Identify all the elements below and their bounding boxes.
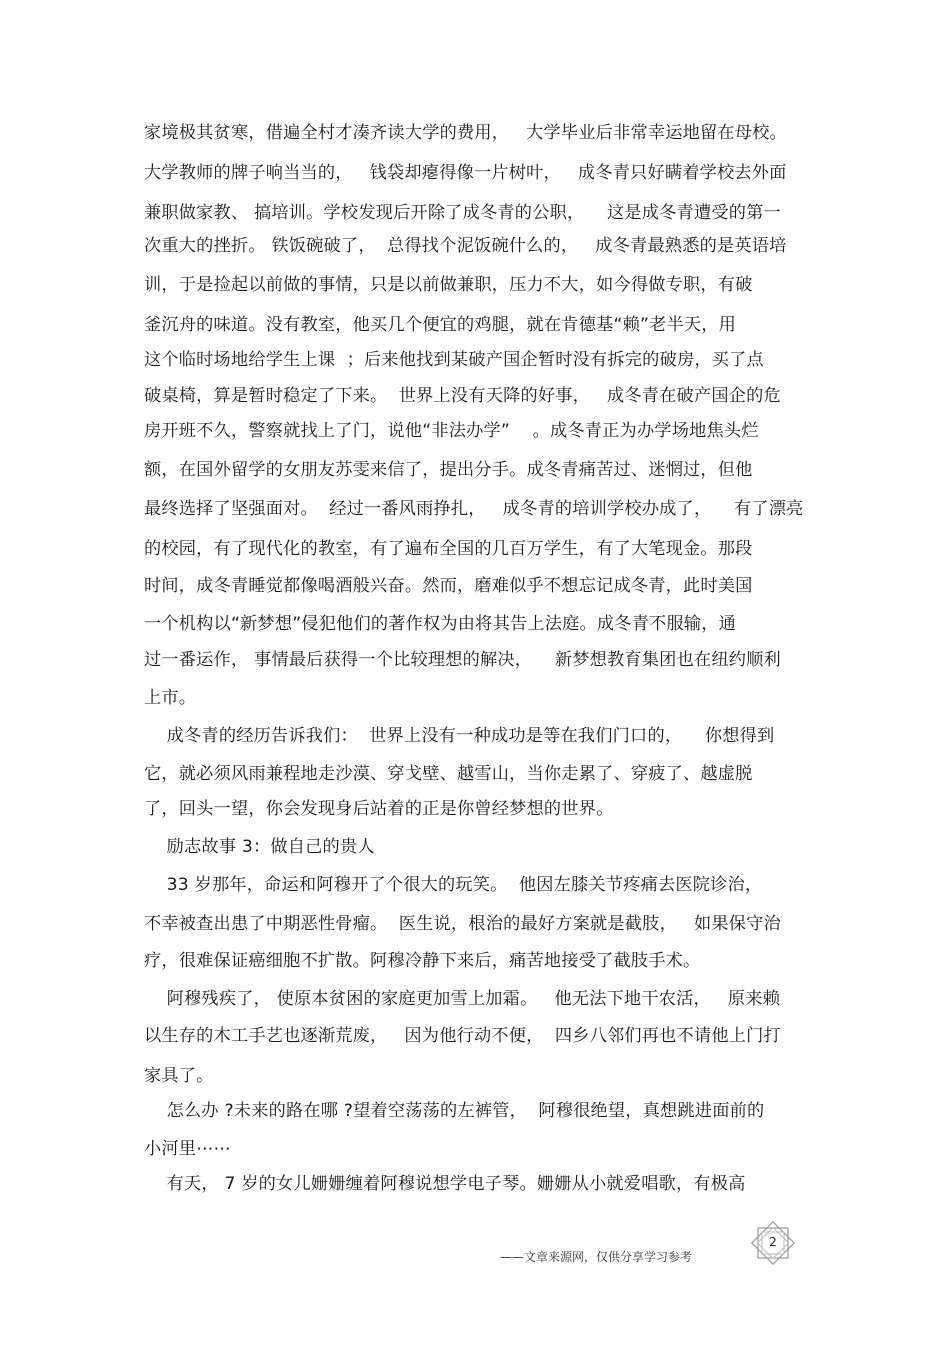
text-line: 以生存的木工手艺也逐渐荒废， 因为他行动不便， 四乡八邻们再也不请他上门打	[144, 1026, 781, 1046]
text-line: 一个机构以“新梦想”侵犯他们的著作权为由将其告上法庭。成冬青不服输，通	[144, 614, 736, 634]
text-line: 家境极其贫寒，借遍全村才凑齐读大学的费用， 大学毕业后非常幸运地留在母校。	[144, 123, 787, 143]
text-line: 这个临时场地给学生上课 ；后来他找到某破产国企暂时没有拆完的破房，买了点	[144, 350, 764, 370]
text-line: 过一番运作， 事情最后获得一个比较理想的解决， 新梦想教育集团也在纽约顺利	[144, 650, 781, 670]
footer-source-note: ——文章来源网，仅供分享学习参考	[500, 1250, 693, 1264]
text-line: 家具了。	[144, 1066, 214, 1086]
text-line: 大学教师的牌子响当当的， 钱袋却瘪得像一片树叶， 成冬青只好瞒着学校去外面	[144, 163, 787, 183]
text-line: 兼职做家教、 搞培训。学校发现后开除了成冬青的公职， 这是成冬青遭受的第一	[144, 203, 781, 223]
text-line: 破桌椅，算是暂时稳定了下来。 世界上没有天降的好事， 成冬青在破产国企的危	[144, 386, 781, 406]
text-line: 釜沉舟的味道。没有教室，他买几个便宜的鸡腿，就在肯德基“赖”老半天，用	[144, 315, 736, 335]
page-number: 2	[769, 1235, 777, 1249]
text-line: 上市。	[144, 688, 197, 708]
text-line: 励志故事 3：做自己的贵人	[144, 837, 375, 857]
text-line: 时间，成冬青睡觉都像喝酒般兴奋。然而，磨难似乎不想忘记成冬青，此时美国	[144, 576, 753, 596]
text-line: 额，在国外留学的女朋友苏雯来信了，提出分手。成冬青痛苦过、迷惘过，但他	[144, 460, 753, 480]
text-line: 了，回头一望，你会发现身后站着的正是你曾经梦想的世界。	[144, 799, 614, 819]
text-line: 33 岁那年，命运和阿穆开了个很大的玩笑。 他因左膝关节疼痛去医院诊治，	[144, 875, 763, 895]
text-line: 的校园，有了现代化的教室，有了遍布全国的几百万学生，有了大笔现金。那段	[144, 539, 753, 559]
text-line: 训，于是捡起以前做的事情，只是以前做兼职，压力不大，如今得做专职，有破	[144, 275, 753, 295]
text-line: 它，就必须风雨兼程地走沙漠、穿戈壁、越雪山，当你走累了、穿疲了、越虚脱	[144, 764, 753, 784]
text-line: 小河里⋯⋯	[144, 1139, 231, 1159]
text-line: 怎么办 ?未来的路在哪 ?望着空荡荡的左裤管， 阿穆很绝望，真想跳进面前的	[144, 1101, 765, 1121]
text-line: 房开班不久，警察就找上了门，说他“非法办学” 。成冬青正为办学场地焦头烂	[144, 421, 759, 441]
text-line: 最终选择了坚强面对。 经过一番风雨挣扎， 成冬青的培训学校办成了， 有了漂亮	[144, 499, 804, 519]
text-line: 次重大的挫折。 铁饭碗破了， 总得找个泥饭碗什么的， 成冬青最熟悉的是英语培	[144, 236, 787, 256]
text-line: 不幸被查出患了中期恶性骨瘤。 医生说，根治的最好方案就是截肢， 如果保守治	[144, 914, 781, 934]
text-line: 疗，很难保证癌细胞不扩散。阿穆冷静下来后，痛苦地接受了截肢手术。	[144, 951, 701, 971]
text-line: 成冬青的经历告诉我们： 世界上没有一种成功是等在我们门口的， 你想得到	[144, 726, 775, 746]
text-line: 有天， 7 岁的女儿姗姗缠着阿穆说想学电子琴。姗姗从小就爱唱歌，有极高	[144, 1174, 746, 1194]
page-number-badge	[748, 1220, 798, 1266]
text-line: 阿穆残疾了， 使原本贫困的家庭更加雪上加霜。 他无法下地干农活， 原来赖	[144, 989, 781, 1009]
